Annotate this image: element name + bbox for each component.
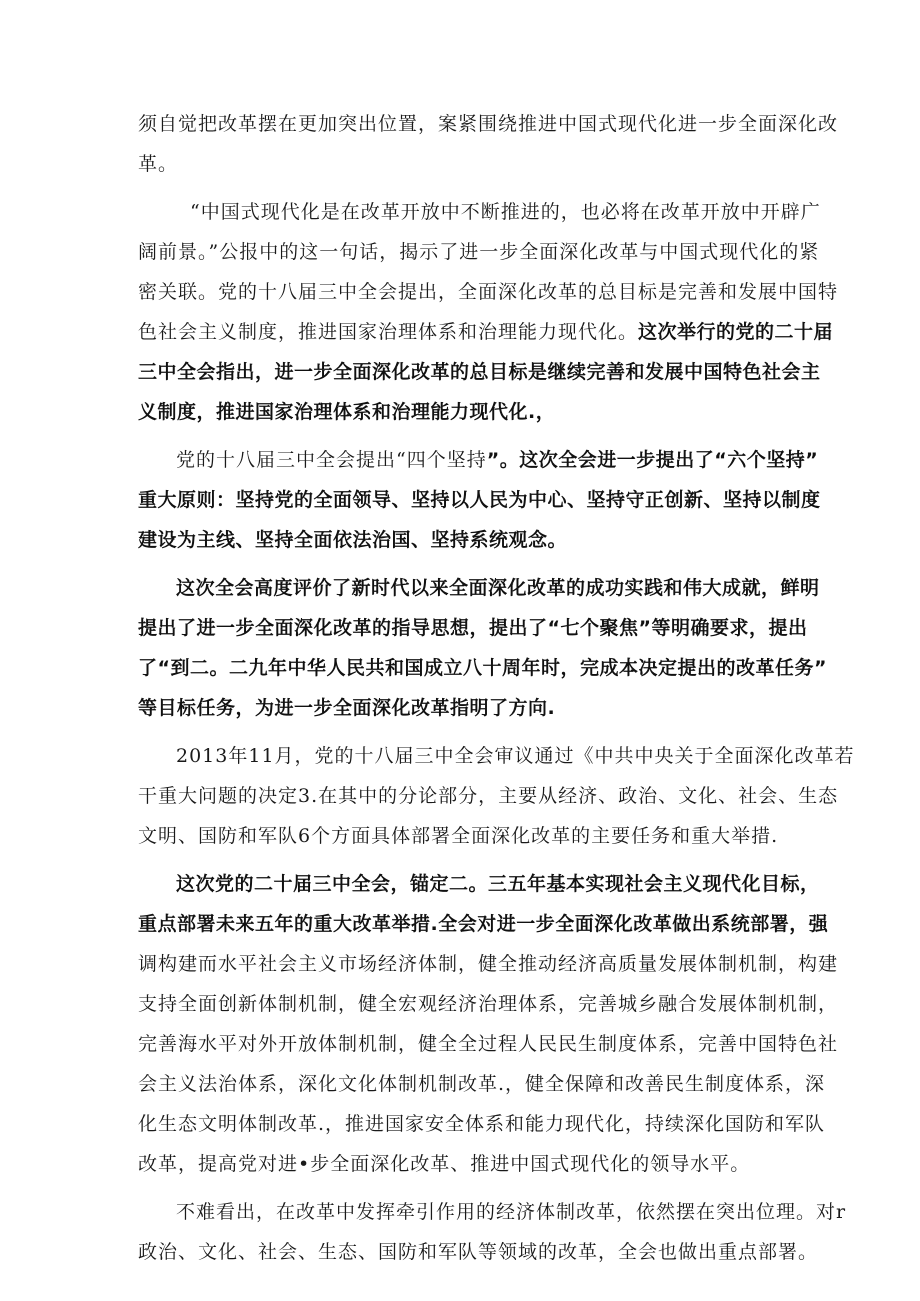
paragraph-line [138,440,819,480]
paragraph-1 [138,104,839,184]
line-text: 色社会主义制度，推进国家治理体系和治理能力现代化。 [138,321,639,343]
paragraph-line: 支持全面创新体制机制，健全宏观经济治理体系，完善城乡融合发展体制机制， [138,993,839,1015]
paragraph-line: 须自觉把改革摆在更加突出位置，案紧围绕推进中国式现代化进一步全面深化改 [138,113,839,135]
document-body [138,104,855,1272]
paragraph-line: 不难看出，在改革中发挥牵引作用的经济体制改革，依然摆在突出位理。对r [176,1201,847,1223]
paragraph-line: 了“到二。二九年中华人民共和国成立八十周年时，完成本决定提出的改革任务” [138,657,827,679]
paragraph-line: 重点部署未来五年的重大改革举措.全会对进一步全面深化改革做出系统部署，强 [138,913,829,935]
paragraph-line: 这次全会高度评价了新时代以来全面深化改革的成功实践和伟大成就，鲜明 [176,577,820,599]
paragraph-line: 2013年11月，党的十八届三中全会审议通过《中共中央关于全面深化改革若 [176,745,855,767]
paragraph-line: 改革，提高党对进•步全面深化改革、推进中国式现代化的领导水平。 [138,1153,751,1175]
paragraph-line: 干重大问题的决定3.在其中的分论部分，主要从经济、政治、文化、社会、生态 [138,785,839,807]
line-text: 党的十八届三中全会提出“四个坚持 [176,449,487,471]
paragraph-line: 政治、文化、社会、生态、国防和军队等领域的改革，全会也做出重点部署。 [138,1241,819,1263]
bold-text: 这次举行的党的二十届 [638,321,834,343]
paragraph-line: 重大原则：坚持党的全面领导、坚持以人民为中心、坚持守正创新、坚持以制度 [138,489,821,511]
paragraph-2 [138,192,839,432]
paragraph-line: “中国式现代化是在改革开放中不断推进的，也必将在改革开放中开辟广 [190,201,821,223]
paragraph-line: 这次党的二十届三中全会，锚定二。三五年基本实现社会主义现代化目标， [176,873,820,895]
paragraph-line: 完善海水平对外开放体制机制，健全全过程人民民生制度体系，完善中国特色社 [138,1033,839,1055]
paragraph-line: 阔前景。”公报中的这一句话，揭示了进一步全面深化改革与中国式现代化的紧 [138,241,820,263]
paragraph-6 [138,864,839,1184]
paragraph-3 [138,440,821,560]
paragraph-line: 密关联。党的十八届三中全会提出，全面深化改革的总目标是完善和发展中国特 [138,281,839,303]
paragraph-5 [138,736,855,856]
paragraph-line: 会主义法治体系，深化文化体制机制改革.，健全保障和改善民生制度体系，深 [138,1073,826,1095]
paragraph-line: 调构建而水平社会主义市场经济体制，健全推动经济高质量发展体制机制，构建 [138,953,839,975]
paragraph-line: 三中全会指出，进一步全面深化改革的总目标是继续完善和发展中国特色社会主 [138,361,821,383]
paragraph-line: 义制度，推进国家治理体系和治理能力现代化.， [138,401,556,423]
paragraph-4 [138,568,827,728]
paragraph-line: 化生态文明体制改革.，推进国家安全体系和能力现代化，持续深化国防和军队 [138,1113,826,1135]
paragraph-line: 等目标任务，为进一步全面深化改革指明了方向. [138,697,556,719]
paragraph-line: 革。 [138,153,179,175]
bold-text: ”。这次全会进一步提出了“六个坚持” [486,449,819,471]
paragraph-line: 建设为主线、坚持全面依法治国、坚持系统观念。 [138,529,568,551]
paragraph-line [138,312,834,352]
paragraph-line: 文明、国防和军队6个方面具体部署全面深化改革的主要任务和重大举措. [138,825,779,847]
paragraph-7 [138,1192,847,1272]
paragraph-line: 提出了进一步全面深化改革的指导思想，提出了“七个聚焦”等明确要求，提出 [138,617,808,639]
